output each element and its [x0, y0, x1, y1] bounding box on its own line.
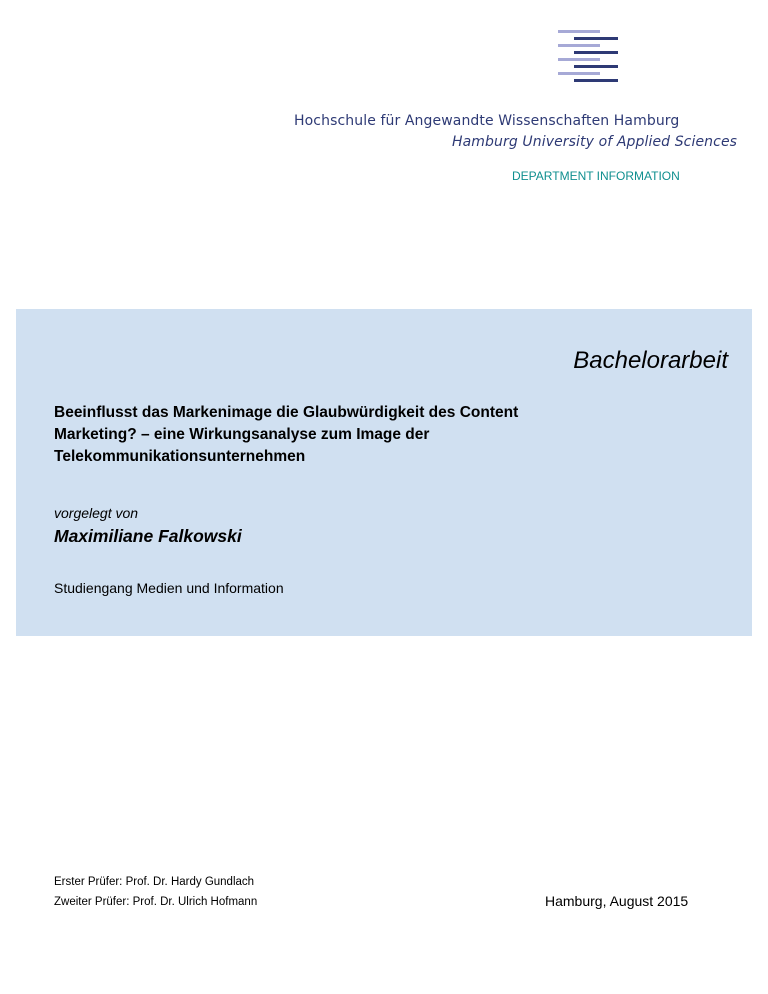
logo-bar: [574, 65, 618, 68]
logo-bar: [558, 44, 600, 47]
first-examiner: Erster Prüfer: Prof. Dr. Hardy Gundlach: [54, 876, 255, 888]
logo-bar: [558, 72, 600, 75]
cover-panel: [16, 309, 752, 636]
logo-bar: [574, 51, 618, 54]
title-line: Beeinflusst das Markenimage die Glaubwürdigkeit des Content: [54, 404, 519, 421]
university-name-de: Hochschule für Angewandte Wissenschaften Hamburg: [294, 113, 680, 129]
logo-bar: [574, 79, 618, 82]
hochschule-logo-icon: [556, 30, 626, 90]
place-date: Hamburg, August 2015: [545, 893, 689, 909]
document-type: Bachelorarbeit: [573, 347, 728, 374]
author-name: Maximiliane Falkowski: [54, 526, 242, 546]
logo-bar: [558, 58, 600, 61]
university-name-en: Hamburg University of Applied Sciences: [452, 134, 738, 150]
thesis-title: [54, 402, 654, 468]
logo-bar: [574, 37, 618, 40]
title-line: Telekommunikationsunternehmen: [54, 448, 306, 465]
study-program: Studiengang Medien und Information: [54, 580, 284, 596]
title-line: Marketing? – eine Wirkungsanalyse zum Image der: [54, 426, 430, 443]
presented-by-label: vorgelegt von: [54, 505, 139, 521]
department-label: DEPARTMENT INFORMATION: [512, 169, 680, 183]
logo-bar: [558, 30, 600, 33]
second-examiner: Zweiter Prüfer: Prof. Dr. Ulrich Hofmann: [54, 896, 258, 908]
